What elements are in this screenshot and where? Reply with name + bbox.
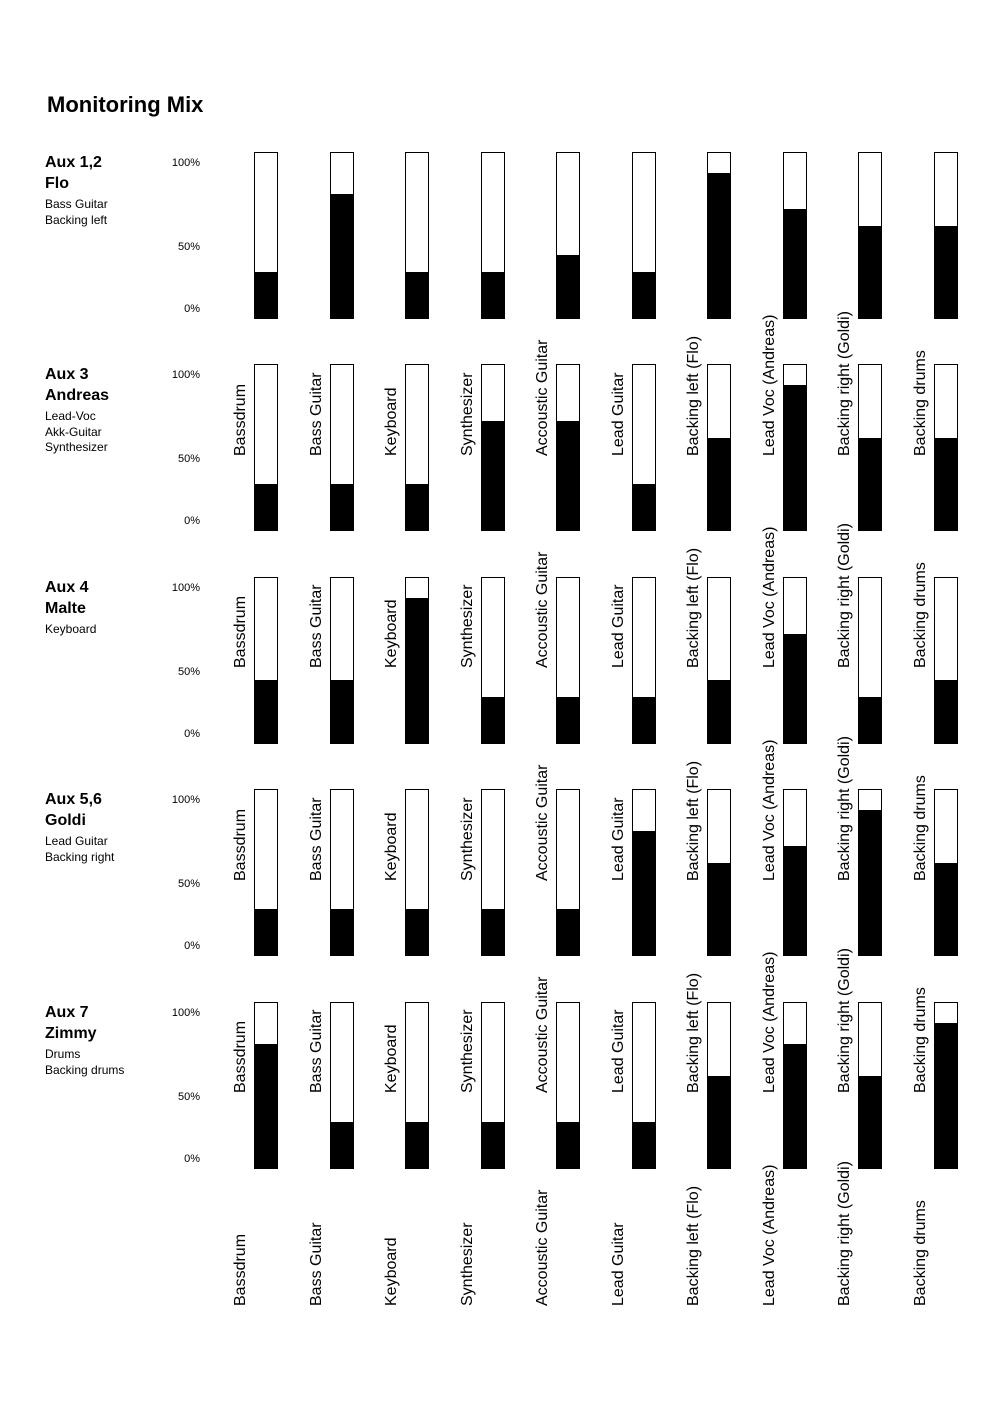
channel-strip bbox=[759, 577, 834, 881]
scale-tick-label: 50% bbox=[177, 878, 200, 890]
level-bar bbox=[255, 484, 277, 530]
level-fader[interactable] bbox=[556, 1002, 580, 1169]
channel-strip bbox=[532, 789, 607, 1093]
channel-label-box bbox=[230, 370, 252, 668]
channel-label: Lead Voc (Andreas) bbox=[760, 314, 778, 456]
channel-label: Accoustic Guitar bbox=[534, 551, 551, 668]
scale-tick-label: 0% bbox=[184, 515, 200, 527]
channel-label-box bbox=[834, 370, 856, 668]
level-bar bbox=[633, 697, 655, 743]
level-bar bbox=[557, 255, 579, 318]
channel-strip bbox=[683, 364, 758, 668]
level-fader[interactable] bbox=[783, 1002, 807, 1169]
channel-label: Backing drums bbox=[911, 350, 929, 456]
channel-label: Backing right (Goldi) bbox=[836, 736, 853, 881]
channel-strip bbox=[306, 364, 381, 668]
aux-label: Aux 7 bbox=[45, 1004, 89, 1021]
level-bar bbox=[406, 484, 428, 530]
level-fader[interactable] bbox=[481, 364, 505, 531]
channel-strip bbox=[457, 1002, 532, 1306]
level-fader[interactable] bbox=[254, 789, 278, 956]
level-bar bbox=[708, 1076, 730, 1168]
channel-label-box bbox=[381, 158, 403, 456]
channel-label: Bassdrum bbox=[232, 595, 249, 668]
aux-label: Aux 5,6 bbox=[45, 791, 102, 808]
level-fader[interactable] bbox=[934, 577, 958, 744]
level-bar bbox=[935, 438, 957, 530]
instrument-item: Backing drums bbox=[45, 1062, 125, 1077]
scale-tick-label: 0% bbox=[184, 940, 200, 952]
channel-strip bbox=[457, 152, 532, 456]
channel-strip bbox=[457, 789, 532, 1093]
scale-tick-label: 100% bbox=[171, 1007, 200, 1019]
level-fader[interactable] bbox=[405, 152, 429, 319]
channel-label-box bbox=[457, 370, 479, 668]
channel-strip bbox=[834, 364, 909, 668]
level-fader[interactable] bbox=[254, 364, 278, 531]
instrument-item: Lead Guitar bbox=[45, 834, 108, 848]
instrument-item: Synthesizer bbox=[45, 440, 108, 454]
channel-strip bbox=[834, 577, 909, 881]
channel-label-box bbox=[759, 583, 781, 881]
scale-tick-label: 50% bbox=[177, 241, 200, 253]
channel-label: Keyboard bbox=[383, 387, 400, 456]
channel-strip bbox=[759, 1002, 834, 1306]
channel-label-box bbox=[532, 370, 554, 668]
scale-tick-label: 0% bbox=[184, 1153, 200, 1165]
level-bar bbox=[557, 909, 579, 955]
channel-strip bbox=[683, 1002, 758, 1306]
channel-label: Synthesizer bbox=[458, 584, 476, 668]
channel-label-box bbox=[306, 158, 328, 456]
channel-label: Lead Guitar bbox=[609, 1222, 627, 1306]
level-bar bbox=[784, 634, 806, 743]
level-bar bbox=[935, 680, 957, 743]
level-fader[interactable] bbox=[858, 1002, 882, 1169]
level-bar bbox=[331, 194, 353, 318]
instrument-item: Backing right bbox=[45, 849, 115, 864]
level-fader[interactable] bbox=[556, 789, 580, 956]
channel-strip bbox=[834, 789, 909, 1093]
level-fader[interactable] bbox=[858, 789, 882, 956]
channel-label: Bassdrum bbox=[232, 1020, 249, 1093]
channel-strip bbox=[532, 577, 607, 881]
channel-label: Bass Guitar bbox=[307, 1222, 325, 1306]
level-bar bbox=[557, 697, 579, 743]
channel-label: Backing right (Goldi) bbox=[836, 523, 853, 668]
channel-label-box bbox=[457, 1008, 479, 1306]
channel-label: Keyboard bbox=[383, 1024, 400, 1093]
level-bar bbox=[633, 484, 655, 530]
channel-label: Backing left (Flo) bbox=[685, 547, 702, 668]
channel-label-box bbox=[608, 1008, 630, 1306]
level-fader[interactable] bbox=[254, 1002, 278, 1169]
scale-tick-label: 50% bbox=[177, 453, 200, 465]
channel-strip bbox=[381, 364, 456, 668]
channel-label: Synthesizer bbox=[458, 1009, 476, 1093]
musician-name: Flo bbox=[45, 175, 69, 192]
level-bar bbox=[255, 680, 277, 743]
level-fader[interactable] bbox=[707, 1002, 731, 1169]
channel-label-box bbox=[230, 158, 252, 456]
channel-strip bbox=[457, 577, 532, 881]
channel-strip bbox=[381, 1002, 456, 1306]
level-fader[interactable] bbox=[783, 364, 807, 531]
channel-strip bbox=[306, 152, 381, 456]
channel-strip bbox=[306, 789, 381, 1093]
level-fader[interactable] bbox=[934, 789, 958, 956]
level-bar bbox=[482, 1122, 504, 1168]
channel-strip bbox=[608, 152, 683, 456]
level-fader[interactable] bbox=[481, 1002, 505, 1169]
channel-label: Bassdrum bbox=[232, 1233, 249, 1306]
level-bar bbox=[784, 385, 806, 530]
channel-label: Accoustic Guitar bbox=[534, 339, 551, 456]
channel-strip bbox=[683, 577, 758, 881]
channel-label: Accoustic Guitar bbox=[534, 1189, 551, 1306]
level-fader[interactable] bbox=[632, 152, 656, 319]
musician-name: Andreas bbox=[45, 387, 110, 404]
channel-label: Accoustic Guitar bbox=[534, 764, 551, 881]
level-fader[interactable] bbox=[254, 577, 278, 744]
channel-label: Synthesizer bbox=[458, 1222, 476, 1306]
channel-label-box bbox=[230, 795, 252, 1093]
musician-name: Goldi bbox=[45, 812, 86, 829]
level-fader[interactable] bbox=[556, 152, 580, 319]
channel-label-box bbox=[457, 795, 479, 1093]
channel-label: Backing right (Goldi) bbox=[836, 948, 853, 1093]
channel-label: Lead Voc (Andreas) bbox=[760, 526, 778, 668]
level-fader[interactable] bbox=[254, 152, 278, 319]
level-bar bbox=[255, 272, 277, 318]
aux-section bbox=[0, 1002, 1000, 1306]
level-fader[interactable] bbox=[330, 152, 354, 319]
level-fader[interactable] bbox=[934, 364, 958, 531]
channel-label-box bbox=[683, 158, 705, 456]
channel-strip bbox=[608, 577, 683, 881]
channel-label: Lead Guitar bbox=[609, 372, 627, 456]
channel-label: Lead Voc (Andreas) bbox=[760, 1164, 778, 1306]
channel-strip bbox=[910, 1002, 985, 1306]
level-bar bbox=[482, 697, 504, 743]
channel-label: Bass Guitar bbox=[307, 797, 325, 881]
scale-tick-label: 50% bbox=[177, 1091, 200, 1103]
aux-label: Aux 4 bbox=[45, 579, 89, 596]
channel-strip bbox=[759, 152, 834, 456]
channel-label: Backing left (Flo) bbox=[685, 760, 702, 881]
channel-label: Bass Guitar bbox=[307, 584, 325, 668]
level-fader[interactable] bbox=[783, 789, 807, 956]
channel-label-box bbox=[683, 795, 705, 1093]
level-bar bbox=[482, 272, 504, 318]
scale-tick-label: 100% bbox=[171, 157, 200, 169]
level-fader[interactable] bbox=[405, 1002, 429, 1169]
level-bar bbox=[784, 209, 806, 318]
level-fader[interactable] bbox=[934, 1002, 958, 1169]
level-bar bbox=[633, 272, 655, 318]
instrument-item: Keyboard bbox=[45, 622, 97, 636]
channel-label-box bbox=[457, 158, 479, 456]
channel-label-box bbox=[910, 158, 932, 456]
instrument-list bbox=[45, 1047, 124, 1078]
instrument-item: Drums bbox=[45, 1047, 81, 1061]
channel-label-box bbox=[608, 795, 630, 1093]
channel-strip bbox=[532, 152, 607, 456]
channel-label: Accoustic Guitar bbox=[534, 976, 551, 1093]
level-fader[interactable] bbox=[481, 577, 505, 744]
scale-tick-label: 100% bbox=[171, 369, 200, 381]
channel-label: Synthesizer bbox=[458, 372, 476, 456]
channel-label: Backing drums bbox=[911, 987, 929, 1093]
channel-label-box bbox=[381, 1008, 403, 1306]
level-fader[interactable] bbox=[858, 152, 882, 319]
channel-label-box bbox=[759, 1008, 781, 1306]
instrument-item: Akk-Guitar bbox=[45, 424, 102, 439]
level-bar bbox=[255, 1044, 277, 1168]
channel-strip bbox=[381, 577, 456, 881]
channel-label-box bbox=[306, 583, 328, 881]
channel-strip bbox=[230, 577, 305, 881]
channel-label-box bbox=[683, 370, 705, 668]
channel-label: Keyboard bbox=[383, 1237, 400, 1306]
level-fader[interactable] bbox=[858, 577, 882, 744]
scale-tick-label: 0% bbox=[184, 728, 200, 740]
level-fader[interactable] bbox=[934, 152, 958, 319]
level-fader[interactable] bbox=[632, 364, 656, 531]
level-bar bbox=[557, 1122, 579, 1168]
channel-label-box bbox=[910, 1008, 932, 1306]
channel-label-box bbox=[683, 583, 705, 881]
level-fader[interactable] bbox=[707, 577, 731, 744]
musician-name: Zimmy bbox=[45, 1025, 97, 1042]
level-fader[interactable] bbox=[405, 789, 429, 956]
channel-label: Backing drums bbox=[911, 1200, 929, 1306]
instrument-list bbox=[45, 622, 96, 638]
channel-label: Bassdrum bbox=[232, 808, 249, 881]
channel-label: Synthesizer bbox=[458, 797, 476, 881]
level-bar bbox=[406, 1122, 428, 1168]
channel-strip bbox=[306, 1002, 381, 1306]
level-fader[interactable] bbox=[330, 577, 354, 744]
channel-label-box bbox=[306, 795, 328, 1093]
channel-label-box bbox=[910, 370, 932, 668]
instrument-list bbox=[45, 409, 108, 456]
channel-label-box bbox=[532, 583, 554, 881]
level-fader[interactable] bbox=[330, 789, 354, 956]
level-fader[interactable] bbox=[330, 364, 354, 531]
scale-tick-label: 50% bbox=[177, 666, 200, 678]
level-fader[interactable] bbox=[632, 577, 656, 744]
channel-label: Bass Guitar bbox=[307, 372, 325, 456]
level-bar bbox=[255, 909, 277, 955]
channel-label: Backing left (Flo) bbox=[685, 972, 702, 1093]
channel-strip bbox=[683, 152, 758, 456]
channel-strip bbox=[532, 364, 607, 668]
level-bar bbox=[859, 810, 881, 955]
channel-label: Backing drums bbox=[911, 562, 929, 668]
channel-label-box bbox=[457, 583, 479, 881]
level-fader[interactable] bbox=[783, 152, 807, 319]
level-bar bbox=[482, 909, 504, 955]
channel-strip bbox=[381, 152, 456, 456]
level-fader[interactable] bbox=[632, 1002, 656, 1169]
level-bar bbox=[784, 846, 806, 955]
channel-strip bbox=[608, 1002, 683, 1306]
channel-strip bbox=[306, 577, 381, 881]
aux-label: Aux 1,2 bbox=[45, 154, 102, 171]
channel-strip bbox=[910, 364, 985, 668]
channel-label-box bbox=[230, 1008, 252, 1306]
channel-label-box bbox=[759, 158, 781, 456]
level-bar bbox=[859, 438, 881, 530]
channel-label-box bbox=[532, 795, 554, 1093]
level-bar bbox=[331, 680, 353, 743]
channel-label: Lead Voc (Andreas) bbox=[760, 951, 778, 1093]
channel-label-box bbox=[608, 158, 630, 456]
channel-label: Backing left (Flo) bbox=[685, 1185, 702, 1306]
channel-label-box bbox=[381, 583, 403, 881]
channel-label: Backing drums bbox=[911, 775, 929, 881]
level-fader[interactable] bbox=[405, 364, 429, 531]
scale-tick-label: 100% bbox=[171, 582, 200, 594]
channel-strip bbox=[910, 789, 985, 1093]
channel-strip bbox=[230, 789, 305, 1093]
level-bar bbox=[859, 226, 881, 318]
level-fader[interactable] bbox=[405, 577, 429, 744]
channel-strip bbox=[759, 789, 834, 1093]
level-fader[interactable] bbox=[481, 789, 505, 956]
level-bar bbox=[784, 1044, 806, 1168]
level-bar bbox=[935, 1023, 957, 1168]
level-bar bbox=[935, 863, 957, 955]
instrument-item: Lead-Voc bbox=[45, 409, 96, 423]
channel-strip bbox=[457, 364, 532, 668]
channel-label-box bbox=[230, 583, 252, 881]
channel-label: Bassdrum bbox=[232, 383, 249, 456]
level-bar bbox=[708, 680, 730, 743]
channel-label-box bbox=[608, 370, 630, 668]
channel-label-box bbox=[834, 158, 856, 456]
channel-label-box bbox=[910, 795, 932, 1093]
channel-label-box bbox=[608, 583, 630, 881]
level-bar bbox=[633, 1122, 655, 1168]
level-bar bbox=[859, 1076, 881, 1168]
level-fader[interactable] bbox=[632, 789, 656, 956]
level-fader[interactable] bbox=[556, 364, 580, 531]
level-fader[interactable] bbox=[481, 152, 505, 319]
channel-strip bbox=[834, 1002, 909, 1306]
instrument-list bbox=[45, 834, 114, 865]
channel-strip bbox=[683, 789, 758, 1093]
channel-label: Lead Guitar bbox=[609, 1009, 627, 1093]
level-fader[interactable] bbox=[707, 152, 731, 319]
channel-label: Backing left (Flo) bbox=[685, 335, 702, 456]
channel-label: Lead Guitar bbox=[609, 797, 627, 881]
channel-label-box bbox=[910, 583, 932, 881]
channel-label: Backing right (Goldi) bbox=[836, 1161, 853, 1306]
level-bar bbox=[859, 697, 881, 743]
channel-strip bbox=[608, 364, 683, 668]
channel-label-box bbox=[532, 1008, 554, 1306]
level-bar bbox=[482, 421, 504, 530]
channel-strip bbox=[532, 1002, 607, 1306]
level-bar bbox=[331, 484, 353, 530]
channel-strip bbox=[230, 364, 305, 668]
channel-strip bbox=[230, 1002, 305, 1306]
level-bar bbox=[331, 1122, 353, 1168]
channel-label-box bbox=[834, 583, 856, 881]
level-bar bbox=[406, 272, 428, 318]
channel-label-box bbox=[306, 370, 328, 668]
channel-label: Keyboard bbox=[383, 812, 400, 881]
channel-strip bbox=[910, 577, 985, 881]
channel-strip bbox=[230, 152, 305, 456]
channel-label-box bbox=[759, 795, 781, 1093]
channel-label-box bbox=[381, 795, 403, 1093]
level-bar bbox=[708, 173, 730, 318]
level-fader[interactable] bbox=[707, 789, 731, 956]
channel-strip bbox=[608, 789, 683, 1093]
channel-label-box bbox=[834, 1008, 856, 1306]
channel-label: Keyboard bbox=[383, 599, 400, 668]
instrument-item: Backing left bbox=[45, 212, 108, 227]
level-bar bbox=[708, 438, 730, 530]
level-fader[interactable] bbox=[858, 364, 882, 531]
level-fader[interactable] bbox=[707, 364, 731, 531]
channel-label-box bbox=[759, 370, 781, 668]
level-bar bbox=[331, 909, 353, 955]
channel-label-box bbox=[834, 795, 856, 1093]
channel-label: Lead Guitar bbox=[609, 584, 627, 668]
aux-label: Aux 3 bbox=[45, 366, 89, 383]
instrument-list bbox=[45, 197, 108, 228]
level-fader[interactable] bbox=[556, 577, 580, 744]
channel-strip bbox=[381, 789, 456, 1093]
channel-label: Bass Guitar bbox=[307, 1009, 325, 1093]
channel-label-box bbox=[683, 1008, 705, 1306]
channel-strip bbox=[910, 152, 985, 456]
channel-strip bbox=[759, 364, 834, 668]
channel-label-box bbox=[532, 158, 554, 456]
channel-label: Lead Voc (Andreas) bbox=[760, 739, 778, 881]
page-title: Monitoring Mix bbox=[47, 92, 204, 117]
channel-label-box bbox=[306, 1008, 328, 1306]
level-bar bbox=[406, 598, 428, 743]
scale-tick-label: 100% bbox=[171, 794, 200, 806]
level-bar bbox=[708, 863, 730, 955]
level-fader[interactable] bbox=[783, 577, 807, 744]
level-bar bbox=[633, 831, 655, 955]
channel-strip bbox=[834, 152, 909, 456]
musician-name: Malte bbox=[45, 600, 86, 617]
instrument-item: Bass Guitar bbox=[45, 197, 108, 211]
level-bar bbox=[557, 421, 579, 530]
channel-label: Backing right (Goldi) bbox=[836, 311, 853, 456]
level-bar bbox=[935, 226, 957, 318]
level-bar bbox=[406, 909, 428, 955]
level-fader[interactable] bbox=[330, 1002, 354, 1169]
channel-label-box bbox=[381, 370, 403, 668]
scale-tick-label: 0% bbox=[184, 303, 200, 315]
